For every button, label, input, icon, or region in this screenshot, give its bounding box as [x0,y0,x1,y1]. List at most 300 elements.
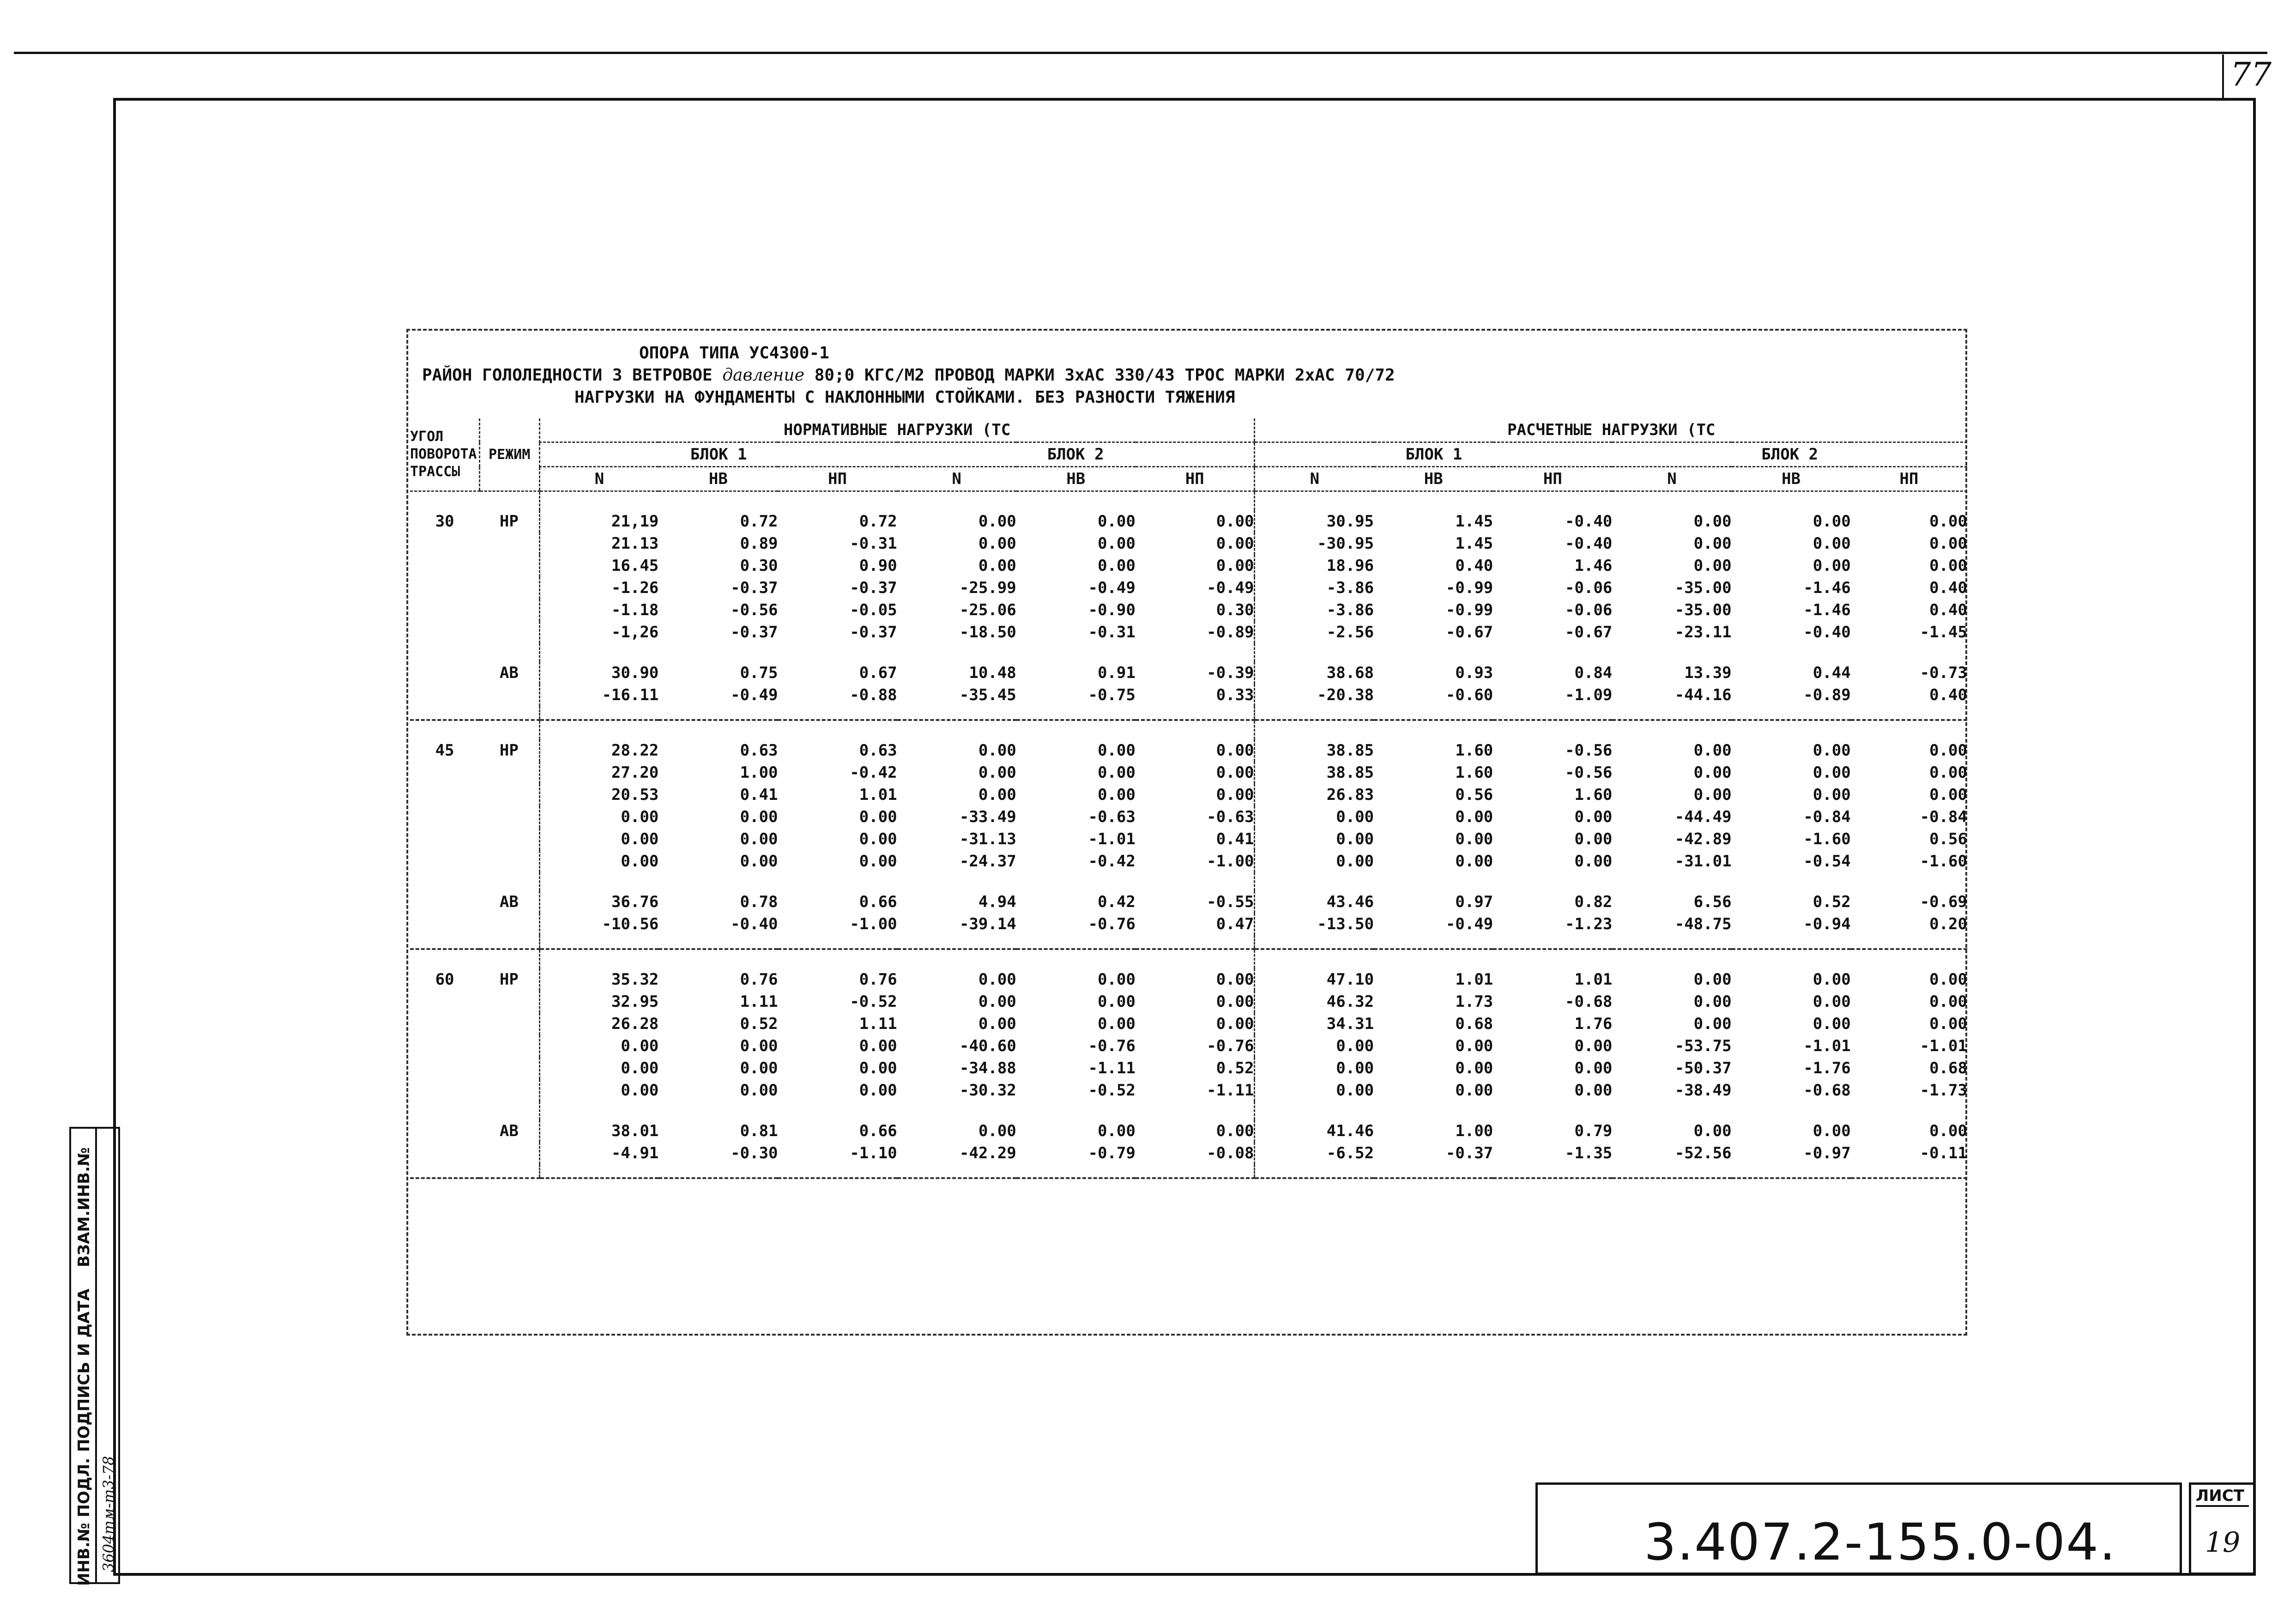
value-cell: 0.00 [1813,763,1851,782]
value-cell: 4.94 [978,893,1016,911]
value-cell: 0.00 [1097,512,1136,531]
spacer-cell [1016,491,1136,511]
spacer-cell [1374,1101,1493,1120]
value-cell: 0.00 [1929,534,1967,553]
value-cell: 0.42 [1097,893,1136,911]
spacer-cell [1255,720,1374,739]
value-cell: 1.60 [1455,741,1493,760]
separator-cell [410,706,479,720]
table-row [410,621,1967,643]
value-cell: 28.22 [539,739,659,762]
value-cell: 0.72 [859,512,897,531]
value-cell: 1.46 [1574,556,1613,575]
value-cell: 0.00 [1255,806,1374,828]
subheader-cell: НП [1493,467,1612,491]
spacer-cell [1136,643,1255,662]
table-row [410,739,1967,762]
value-cell: 47.10 [1255,968,1374,991]
value-cell: -40.60 [959,1037,1016,1055]
value-cell: 0.00 [1693,556,1732,575]
value-cell: 0.00 [1455,808,1493,826]
spacer-cell [659,491,778,511]
value-cell: 0.00 [539,1057,659,1079]
handwritten-word: давление [722,366,804,385]
value-cell: 41.46 [1255,1120,1374,1142]
value-cell: -0.68 [1803,1081,1851,1100]
table-row [410,684,1967,706]
value-cell: -0.76 [1207,1037,1254,1055]
value-cell: 0.00 [1574,1059,1613,1077]
spacer-row [410,643,1967,662]
angle-cell: 45 [435,741,454,760]
value-cell: 0.00 [1255,1057,1374,1079]
value-cell: -31.13 [959,830,1016,848]
value-cell: 0.00 [1455,852,1493,871]
value-cell: 0.00 [1693,763,1732,782]
value-cell: -0.37 [850,579,897,597]
value-cell: 0.72 [740,512,778,531]
value-cell: -52.56 [1674,1144,1732,1162]
table-row [410,510,1967,532]
value-cell: -0.90 [1088,601,1136,619]
value-cell: 0.00 [1574,1081,1613,1100]
value-cell: -0.52 [850,992,897,1011]
value-cell: 0.00 [1813,786,1851,804]
angle-cell [410,991,479,1013]
value-cell: -1.45 [1920,623,1967,641]
separator-cell [897,1164,1016,1178]
value-cell: -44.16 [1674,686,1732,704]
table-row [410,555,1967,577]
subheader-cell: N [539,467,659,491]
angle-cell [410,1057,479,1079]
value-cell: -0.52 [1088,1081,1136,1100]
value-cell: 0.66 [859,1122,897,1140]
spacer-cell [1493,491,1612,511]
value-cell: 0.00 [1813,741,1851,760]
table-row [410,1057,1967,1079]
value-cell: -1,26 [539,621,659,643]
value-cell: -35.45 [959,686,1016,704]
separator-cell [1374,935,1493,949]
value-cell: -0.94 [1803,915,1851,933]
mode-cell [479,1035,539,1057]
value-cell: 1.60 [1574,786,1613,804]
separator-cell [659,935,778,949]
angle-cell [410,784,479,806]
table-row [410,1013,1967,1035]
value-cell: 0.00 [859,1037,897,1055]
value-cell: -0.84 [1920,808,1967,826]
value-cell: 0.30 [1216,601,1254,619]
value-cell: 0.78 [740,893,778,911]
value-cell: 34.31 [1255,1013,1374,1035]
value-cell: 0.00 [740,1059,778,1077]
value-cell: 0.90 [859,556,897,575]
support-type: ОПОРА ТИПА УС4300-1 [639,344,829,363]
spacer-cell [1732,491,1851,511]
value-cell: 1.45 [1455,534,1493,553]
value-cell: -2.56 [1255,621,1374,643]
separator-cell [659,706,778,720]
spacer-cell [1612,949,1731,968]
value-cell: 0.00 [1813,534,1851,553]
angle-cell [410,1142,479,1164]
value-cell: -0.69 [1920,893,1967,911]
separator-cell [1732,1164,1851,1178]
value-cell: 0.00 [1455,1059,1493,1077]
spacer-cell [659,643,778,662]
separator-cell [1612,706,1731,720]
value-cell: 0.40 [1929,579,1967,597]
value-cell: 0.00 [978,556,1016,575]
value-cell: -1.60 [1803,830,1851,848]
value-cell: 20.53 [539,784,659,806]
value-cell: 0.00 [1693,786,1732,804]
mode-cell [479,684,539,706]
value-cell: 1.00 [740,763,778,782]
value-cell: 0.00 [1216,512,1254,531]
conditions-part-a: РАЙОН ГОЛОЛЕДНОСТИ 3 ВЕТРОВОЕ [422,366,723,385]
value-cell: 0.44 [1813,664,1851,682]
separator-cell [1851,1164,1967,1178]
angle-cell [410,850,479,872]
value-cell: 0.97 [1455,893,1493,911]
value-cell: 0.00 [539,828,659,850]
mode-cell [479,828,539,850]
separator-cell [1374,1164,1493,1178]
value-cell: -1.01 [1920,1037,1967,1055]
separator-cell [778,935,897,949]
mode-cell: НР [499,741,519,760]
mode-cell [479,532,539,555]
value-cell: -35.00 [1674,601,1732,619]
value-cell: 0.00 [1693,992,1732,1011]
value-cell: -50.37 [1674,1059,1732,1077]
value-cell: 0.40 [1929,686,1967,704]
value-cell: -31.01 [1674,852,1732,871]
table-row [410,599,1967,621]
spacer-cell [1493,720,1612,739]
separator-cell [410,1164,479,1178]
norm-block1-header: БЛОК 1 [539,442,897,467]
value-cell: -39.14 [959,915,1016,933]
value-cell: -0.89 [1803,686,1851,704]
value-cell: -0.97 [1803,1144,1851,1162]
value-cell: -0.40 [1565,512,1613,531]
value-cell: -1.73 [1920,1081,1967,1100]
value-cell: 32.95 [539,991,659,1013]
conditions-part-b: 80;0 КГС/М2 ПРОВОД МАРКИ 3хАС 330/43 ТРОС МАРКИ 2хАС 70/72 [804,366,1395,385]
subheader-cell: N [1255,467,1374,491]
separator-cell [1136,1164,1255,1178]
spacer-cell [1851,872,1967,891]
subheader-cell: НП [778,467,897,491]
value-cell: -38.49 [1674,1081,1732,1100]
value-cell: 1.11 [740,992,778,1011]
value-cell: -0.63 [1207,808,1254,826]
value-cell: 13.39 [1684,664,1732,682]
value-cell: 0.00 [539,850,659,872]
value-cell: 0.00 [1929,1015,1967,1033]
value-cell: 0.00 [1693,534,1732,553]
value-cell: 0.00 [978,1122,1016,1140]
value-cell: -1.35 [1565,1144,1613,1162]
spacer-cell [1612,643,1731,662]
value-cell: 18.96 [1255,555,1374,577]
angle-cell: 60 [435,970,454,989]
table-row [410,784,1967,806]
spacer-cell [479,949,539,968]
spacer-cell [1136,1101,1255,1120]
separator-cell [1851,935,1967,949]
value-cell: -30.95 [1255,532,1374,555]
angle-cell [410,555,479,577]
mode-cell: АВ [499,664,519,682]
separator-cell [1612,935,1731,949]
value-cell: 1.45 [1455,512,1493,531]
spacer-cell [897,720,1016,739]
value-cell: 0.63 [859,741,897,760]
value-cell: 0.00 [978,786,1016,804]
mode-cell [479,850,539,872]
separator-cell [897,706,1016,720]
corner-divider [2222,54,2224,101]
spacer-cell [539,720,659,739]
spacer-cell [659,872,778,891]
value-cell: -0.88 [850,686,897,704]
mode-cell: НР [499,512,519,531]
mode-cell [479,1079,539,1101]
value-cell: 0.56 [1929,830,1967,848]
value-cell: -30.32 [959,1081,1016,1100]
spacer-cell [1016,720,1136,739]
spacer-cell [1612,872,1731,891]
spacer-cell [659,949,778,968]
subheader-cell: N [1612,467,1731,491]
angle-cell [410,1013,479,1035]
value-cell: 0.00 [740,808,778,826]
value-cell: 0.30 [740,556,778,575]
spacer-cell [1255,949,1374,968]
spacer-cell [778,872,897,891]
value-cell: 0.84 [1574,664,1613,682]
value-cell: -0.75 [1088,686,1136,704]
value-cell: -1.60 [1920,852,1967,871]
mode-cell [479,599,539,621]
value-cell: -0.11 [1920,1144,1967,1162]
value-cell: -0.68 [1565,992,1613,1011]
value-cell: 0.00 [859,1081,897,1100]
value-cell: -0.06 [1565,579,1613,597]
spacer-cell [1732,872,1851,891]
value-cell: 0.00 [740,1081,778,1100]
value-cell: 0.89 [740,534,778,553]
separator-cell [659,1164,778,1178]
spacer-cell [1136,720,1255,739]
spacer-cell [1732,1101,1851,1120]
value-cell: 0.00 [1693,741,1732,760]
separator-cell [1374,706,1493,720]
value-cell: 0.00 [1216,970,1254,989]
value-cell: 0.00 [740,830,778,848]
value-cell: -0.30 [731,1144,778,1162]
value-cell: -0.79 [1088,1144,1136,1162]
normative-header: НОРМАТИВНЫЕ НАГРУЗКИ (ТС [539,418,1255,442]
value-cell: 0.00 [1216,556,1254,575]
value-cell: -0.55 [1207,893,1254,911]
value-cell: -0.05 [850,601,897,619]
value-cell: 0.00 [1097,763,1136,782]
value-cell: 0.00 [1097,1122,1136,1140]
spacer-row [410,872,1967,891]
value-cell: 0.47 [1216,915,1254,933]
angle-cell [410,913,479,935]
spacer-cell [410,1101,479,1120]
subheader-cell: НП [1136,467,1255,491]
spacer-cell [1374,643,1493,662]
spacer-cell [410,872,479,891]
value-cell: -0.63 [1088,808,1136,826]
value-cell: 0.00 [1813,512,1851,531]
separator-cell [1732,935,1851,949]
value-cell: -1.76 [1803,1059,1851,1077]
angle-cell [410,662,479,684]
value-cell: -1.09 [1565,686,1613,704]
separator-cell [1493,935,1612,949]
angle-cell: 30 [435,512,454,531]
spacer-cell [897,949,1016,968]
separator-cell [1136,706,1255,720]
subheader-cell: N [897,467,1016,491]
spacer-cell [1851,720,1967,739]
value-cell: 0.00 [1813,992,1851,1011]
value-cell: 0.41 [1216,830,1254,848]
sheet-box [2189,1482,2256,1575]
value-cell: 0.00 [1693,1015,1732,1033]
table-row [410,1079,1967,1101]
mode-cell [479,913,539,935]
spacer-cell [479,720,539,739]
value-cell: 16.45 [539,555,659,577]
separator-cell [1016,935,1136,949]
value-cell: 0.41 [740,786,778,804]
value-cell: -13.50 [1255,913,1374,935]
angle-cell [410,1120,479,1142]
value-cell: 1.11 [859,1015,897,1033]
value-cell: 0.68 [1929,1059,1967,1077]
value-cell: 0.00 [1097,556,1136,575]
mode-cell [479,1057,539,1079]
value-cell: 0.00 [1097,741,1136,760]
value-cell: -1.01 [1088,830,1136,848]
mode-cell: АВ [499,1122,519,1140]
spacer-cell [1136,491,1255,511]
value-cell: -1.01 [1803,1037,1851,1055]
separator-cell [1732,706,1851,720]
side-stamp [69,1127,120,1584]
value-cell: -0.67 [1565,623,1613,641]
value-cell: -0.31 [850,534,897,553]
sheet-number: 19 [2205,1526,2241,1559]
spacer-cell [539,872,659,891]
value-cell: 0.00 [1097,992,1136,1011]
value-cell: -0.42 [850,763,897,782]
spacer-cell [1493,872,1612,891]
table-row [410,662,1967,684]
value-cell: 0.00 [1929,763,1967,782]
value-cell: -1.46 [1803,601,1851,619]
separator-cell [1493,706,1612,720]
value-cell: 0.00 [978,741,1016,760]
table-row [410,532,1967,555]
spacer-cell [1136,872,1255,891]
value-cell: 0.00 [1574,1037,1613,1055]
value-cell: 1.76 [1574,1015,1613,1033]
value-cell: -0.49 [1088,579,1136,597]
value-cell: 0.52 [1216,1059,1254,1077]
angle-cell [410,577,479,599]
angle-cell [410,684,479,706]
spacer-cell [778,720,897,739]
angle-cell [410,1079,479,1101]
spacer-cell [410,643,479,662]
value-cell: 0.75 [740,664,778,682]
value-cell: -1.18 [539,599,659,621]
separator-cell [1851,706,1967,720]
value-cell: -1.23 [1565,915,1613,933]
title-block [1535,1482,2182,1575]
subheader-cell: НВ [1732,467,1851,491]
mode-cell [479,577,539,599]
subheader-cell: НВ [659,467,778,491]
value-cell: 0.00 [1216,534,1254,553]
spacer-cell [1255,643,1374,662]
value-cell: 0.00 [539,1035,659,1057]
value-cell: 0.00 [1455,830,1493,848]
value-cell: -0.37 [850,623,897,641]
value-cell: -42.89 [1674,830,1732,848]
value-cell: -6.52 [1255,1142,1374,1164]
value-cell: 0.00 [1574,852,1613,871]
separator-cell [778,1164,897,1178]
stamp-label-replace: ВЗАМ.ИНВ.№ [75,1147,93,1267]
separator-cell [539,935,659,949]
value-cell: 0.20 [1929,915,1967,933]
spacer-cell [479,643,539,662]
value-cell: -0.06 [1565,601,1613,619]
spacer-cell [897,491,1016,511]
value-cell: 1.00 [1455,1122,1493,1140]
value-cell: 0.00 [1255,1035,1374,1057]
separator-cell [897,935,1016,949]
value-cell: 0.00 [1216,1015,1254,1033]
mode-cell [479,762,539,784]
value-cell: 1.01 [1574,970,1613,989]
value-cell: 0.76 [859,970,897,989]
value-cell: 6.56 [1693,893,1732,911]
separator-cell [1255,706,1374,720]
mode-cell [479,991,539,1013]
value-cell: -1.11 [1207,1081,1254,1100]
subheader-cell: НВ [1016,467,1136,491]
value-cell: -0.56 [1565,741,1613,760]
value-cell: -0.42 [1088,852,1136,871]
group-separator [410,1164,1967,1178]
value-cell: 30.95 [1255,510,1374,532]
value-cell: 0.00 [1097,970,1136,989]
conditions-line [422,366,1395,385]
